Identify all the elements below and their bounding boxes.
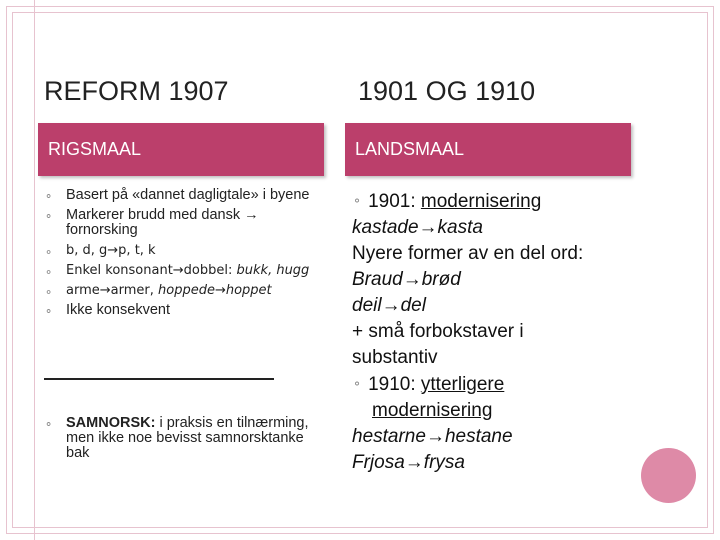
samnorsk-text: i praksis en tilnærming, men ikke noe bevisst samnorsktanke bak xyxy=(66,415,309,461)
list-item: ⚬ Basert på «dannet dagligtale» i byene xyxy=(44,187,310,203)
landsmaal-content xyxy=(352,188,652,476)
landsmaal-line: + små forbokstaver i xyxy=(352,321,524,342)
landsmaal-line: ⚬ 1910: ytterligere xyxy=(352,374,505,395)
landsmaal-line: deil→del xyxy=(352,295,426,316)
rigsmaal-list xyxy=(44,188,324,323)
ring-bullet-icon: ⚬ xyxy=(44,191,54,203)
list-item: ⚬ b, d, g→p, t, k xyxy=(44,243,156,259)
ring-bullet-icon: ⚬ xyxy=(44,419,54,431)
list-item: ⚬ Enkel konsonant→dobbel: bukk, hugg xyxy=(44,263,310,279)
landsmaal-line: Nyere former av en del ord: xyxy=(352,243,584,264)
landsmaal-label: LANDSMAAL xyxy=(355,139,465,159)
landsmaal-line: ⚬ 1901: modernisering xyxy=(352,191,542,212)
landsmaal-line: kastade→kasta xyxy=(352,217,483,238)
list-item xyxy=(44,416,324,461)
landsmaal-line: hestarne→hestane xyxy=(352,426,513,447)
landsmaal-bar xyxy=(345,123,631,176)
decorative-circle xyxy=(641,448,696,503)
ring-bullet-icon: ⚬ xyxy=(44,286,54,299)
left-rule xyxy=(34,0,35,540)
list-item: ⚬ Ikke konsekvent xyxy=(44,302,170,318)
rigsmaal-bar xyxy=(38,123,324,176)
ring-bullet-icon: ⚬ xyxy=(44,306,54,318)
landsmaal-line: Braud→brød xyxy=(352,269,461,290)
ring-bullet-icon: ⚬ xyxy=(44,266,54,279)
samnorsk-list xyxy=(44,416,324,461)
right-heading: 1901 OG 1910 xyxy=(358,76,536,106)
landsmaal-line: modernisering xyxy=(372,400,493,421)
ring-bullet-icon: ⚬ xyxy=(44,211,54,223)
samnorsk-label: SAMNORSK: xyxy=(66,415,156,431)
ring-bullet-icon: ⚬ xyxy=(352,194,363,208)
list-item: ⚬ Markerer brudd med dansk → fornorsking xyxy=(44,207,259,238)
left-heading: REFORM 1907 xyxy=(44,76,229,106)
dash-divider xyxy=(44,378,274,380)
landsmaal-line: Frjosa→frysa xyxy=(352,452,465,473)
ring-bullet-icon: ⚬ xyxy=(352,377,363,391)
ring-bullet-icon: ⚬ xyxy=(44,246,54,259)
rigsmaal-label: RIGSMAAL xyxy=(48,139,142,159)
list-item: ⚬ arme→armer, hoppede→hoppet xyxy=(44,283,272,299)
landsmaal-line: substantiv xyxy=(352,347,438,368)
